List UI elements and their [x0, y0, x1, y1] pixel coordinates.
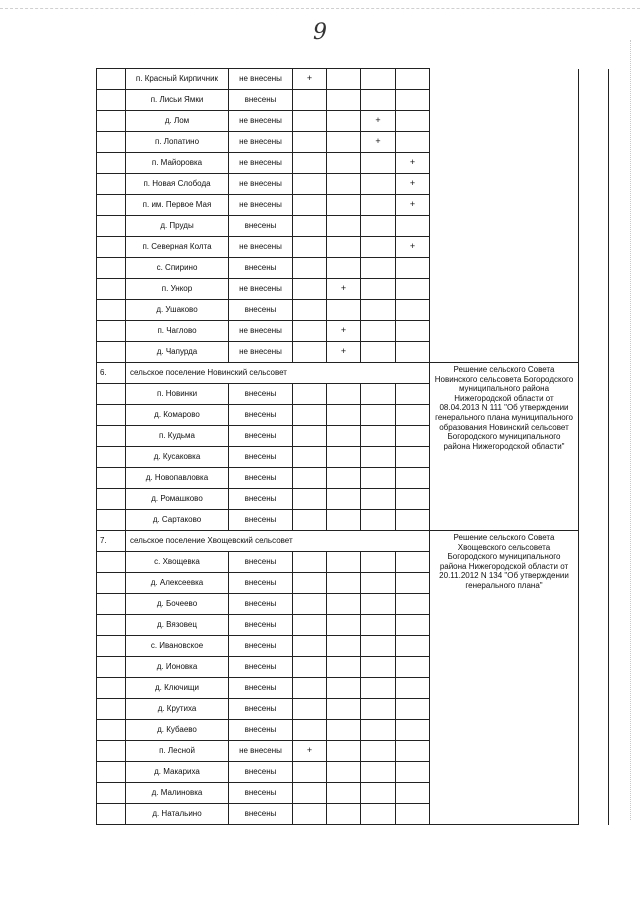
plan-status: не внесены [229, 342, 293, 363]
settlement-name: п. Лопатино [126, 132, 229, 153]
settlement-name: п. Кудьма [126, 426, 229, 447]
mark-cell [293, 111, 327, 132]
mark-cell [361, 783, 396, 804]
mark-cell [361, 426, 396, 447]
settlement-name: д. Вязовец [126, 615, 229, 636]
mark-cell [396, 552, 430, 573]
mark-cell [327, 657, 361, 678]
settlement-name: д. Кусаковка [126, 447, 229, 468]
mark-cell [396, 510, 430, 531]
section-number: 7. [97, 531, 126, 552]
row-number-cell [97, 405, 126, 426]
mark-cell [361, 594, 396, 615]
plan-status: внесены [229, 489, 293, 510]
plan-status: не внесены [229, 111, 293, 132]
row-number-cell [97, 342, 126, 363]
mark-cell [293, 489, 327, 510]
settlement-name: д. Пруды [126, 216, 229, 237]
mark-cell [396, 489, 430, 510]
row-number-cell [97, 321, 126, 342]
mark-cell: + [327, 321, 361, 342]
plan-status: внесены [229, 447, 293, 468]
settlement-name: д. Сартаково [126, 510, 229, 531]
row-number-cell [97, 174, 126, 195]
mark-cell [361, 300, 396, 321]
mark-cell [361, 762, 396, 783]
row-number-cell [97, 573, 126, 594]
mark-cell [396, 384, 430, 405]
row-number-cell [97, 195, 126, 216]
mark-cell [396, 69, 430, 90]
mark-cell [361, 405, 396, 426]
mark-cell [293, 195, 327, 216]
mark-cell [396, 342, 430, 363]
mark-cell: + [361, 111, 396, 132]
plan-status: внесены [229, 636, 293, 657]
row-number-cell [97, 510, 126, 531]
mark-cell [327, 258, 361, 279]
mark-cell [396, 405, 430, 426]
mark-cell [293, 153, 327, 174]
plan-status: внесены [229, 552, 293, 573]
mark-cell [396, 279, 430, 300]
mark-cell [327, 489, 361, 510]
plan-status: внесены [229, 258, 293, 279]
plan-status: не внесены [229, 132, 293, 153]
mark-cell [396, 720, 430, 741]
mark-cell [361, 678, 396, 699]
mark-cell [293, 174, 327, 195]
mark-cell [327, 699, 361, 720]
mark-cell: + [327, 279, 361, 300]
mark-cell [293, 279, 327, 300]
settlement-name: п. Северная Колта [126, 237, 229, 258]
mark-cell [327, 741, 361, 762]
mark-cell [327, 69, 361, 90]
settlement-name: п. Новинки [126, 384, 229, 405]
mark-cell [361, 447, 396, 468]
mark-cell [396, 762, 430, 783]
mark-cell [293, 573, 327, 594]
mark-cell [293, 615, 327, 636]
mark-cell: + [293, 741, 327, 762]
settlement-name: д. Чапурда [126, 342, 229, 363]
mark-cell [293, 321, 327, 342]
settlement-name: д. Новопавловка [126, 468, 229, 489]
plan-status: не внесены [229, 174, 293, 195]
mark-cell [327, 720, 361, 741]
row-number-cell [97, 153, 126, 174]
mark-cell [293, 783, 327, 804]
note-cell [579, 531, 609, 825]
plan-status: внесены [229, 762, 293, 783]
mark-cell [361, 69, 396, 90]
plan-status: не внесены [229, 279, 293, 300]
mark-cell [396, 573, 430, 594]
settlement-name: с. Хвощевка [126, 552, 229, 573]
row-number-cell [97, 426, 126, 447]
mark-cell [327, 594, 361, 615]
document-cell [430, 69, 579, 363]
row-number-cell [97, 678, 126, 699]
settlement-name: п. Лисьи Ямки [126, 90, 229, 111]
mark-cell [361, 195, 396, 216]
mark-cell [327, 552, 361, 573]
mark-cell [327, 216, 361, 237]
mark-cell [396, 699, 430, 720]
mark-cell: + [396, 195, 430, 216]
mark-cell [396, 783, 430, 804]
mark-cell [361, 720, 396, 741]
mark-cell [361, 741, 396, 762]
mark-cell [361, 321, 396, 342]
mark-cell [361, 657, 396, 678]
plan-status: внесены [229, 615, 293, 636]
section-name: сельское поселение Новинский сельсовет [126, 363, 430, 384]
plan-status: не внесены [229, 153, 293, 174]
mark-cell [396, 90, 430, 111]
mark-cell [293, 384, 327, 405]
section-name: сельское поселение Хвощевский сельсовет [126, 531, 430, 552]
row-number-cell [97, 594, 126, 615]
row-number-cell [97, 237, 126, 258]
section-number: 6. [97, 363, 126, 384]
mark-cell [327, 783, 361, 804]
mark-cell [327, 195, 361, 216]
plan-status: внесены [229, 573, 293, 594]
plan-status: внесены [229, 468, 293, 489]
page-top-edge [0, 8, 640, 9]
mark-cell: + [361, 132, 396, 153]
mark-cell [396, 216, 430, 237]
mark-cell [293, 426, 327, 447]
row-number-cell [97, 216, 126, 237]
page-side-edge [630, 40, 631, 820]
row-number-cell [97, 69, 126, 90]
plan-status: внесены [229, 384, 293, 405]
row-number-cell [97, 447, 126, 468]
plan-status: внесены [229, 720, 293, 741]
mark-cell [327, 468, 361, 489]
plan-status: внесены [229, 783, 293, 804]
mark-cell [327, 573, 361, 594]
mark-cell [327, 447, 361, 468]
mark-cell [293, 678, 327, 699]
plan-status: не внесены [229, 237, 293, 258]
row-number-cell [97, 489, 126, 510]
mark-cell [361, 552, 396, 573]
mark-cell [293, 594, 327, 615]
row-number-cell [97, 657, 126, 678]
mark-cell [327, 153, 361, 174]
row-number-cell [97, 552, 126, 573]
mark-cell [327, 510, 361, 531]
settlement-name: д. Ромашково [126, 489, 229, 510]
mark-cell [361, 489, 396, 510]
mark-cell [327, 615, 361, 636]
section-header-row [97, 363, 609, 384]
row-number-cell [97, 741, 126, 762]
mark-cell [327, 237, 361, 258]
plan-status: внесены [229, 405, 293, 426]
mark-cell [361, 636, 396, 657]
plan-status: внесены [229, 594, 293, 615]
mark-cell [293, 762, 327, 783]
row-number-cell [97, 783, 126, 804]
settlement-name: д. Бочеево [126, 594, 229, 615]
row-number-cell [97, 468, 126, 489]
mark-cell [327, 804, 361, 825]
mark-cell [361, 153, 396, 174]
mark-cell [293, 216, 327, 237]
mark-cell [396, 132, 430, 153]
row-number-cell [97, 615, 126, 636]
page-number: 9 [313, 20, 327, 45]
plan-status: не внесены [229, 321, 293, 342]
mark-cell [327, 426, 361, 447]
settlement-name: п. Ункор [126, 279, 229, 300]
mark-cell [293, 237, 327, 258]
approval-document: Решение сельского Совета Хвощевского сельсовета Богородского муниципального района Нижегородской области от 20.11.2012 N 134 "Об утверждении генерального плана" [430, 531, 579, 825]
mark-cell [396, 594, 430, 615]
mark-cell: + [327, 342, 361, 363]
mark-cell [361, 573, 396, 594]
mark-cell: + [396, 174, 430, 195]
plan-status: внесены [229, 657, 293, 678]
mark-cell [396, 615, 430, 636]
plan-status: внесены [229, 510, 293, 531]
mark-cell [396, 447, 430, 468]
mark-cell [327, 300, 361, 321]
settlement-name: д. Алексеевка [126, 573, 229, 594]
settlements-table [96, 68, 609, 825]
settlement-name: п. Чаглово [126, 321, 229, 342]
mark-cell [327, 384, 361, 405]
mark-cell [293, 636, 327, 657]
settlement-name: д. Малиновка [126, 783, 229, 804]
mark-cell [327, 132, 361, 153]
mark-cell [293, 258, 327, 279]
mark-cell [293, 510, 327, 531]
mark-cell [396, 321, 430, 342]
mark-cell [396, 741, 430, 762]
mark-cell [327, 678, 361, 699]
mark-cell [293, 447, 327, 468]
mark-cell [293, 342, 327, 363]
row-number-cell [97, 132, 126, 153]
plan-status: внесены [229, 90, 293, 111]
mark-cell [293, 300, 327, 321]
mark-cell: + [293, 69, 327, 90]
mark-cell [361, 615, 396, 636]
row-number-cell [97, 720, 126, 741]
plan-status: внесены [229, 699, 293, 720]
mark-cell [396, 300, 430, 321]
mark-cell [361, 510, 396, 531]
mark-cell [293, 657, 327, 678]
table-row [97, 69, 609, 90]
settlement-name: п. Майоровка [126, 153, 229, 174]
mark-cell [327, 405, 361, 426]
plan-status: внесены [229, 804, 293, 825]
row-number-cell [97, 111, 126, 132]
row-number-cell [97, 699, 126, 720]
row-number-cell [97, 300, 126, 321]
settlement-name: д. Ключищи [126, 678, 229, 699]
mark-cell [293, 804, 327, 825]
settlement-name: д. Лом [126, 111, 229, 132]
settlement-name: д. Крутиха [126, 699, 229, 720]
settlement-name: д. Комарово [126, 405, 229, 426]
settlement-name: п. им. Первое Мая [126, 195, 229, 216]
mark-cell [327, 174, 361, 195]
note-cell [579, 69, 609, 363]
settlement-name: д. Кубаево [126, 720, 229, 741]
mark-cell [361, 279, 396, 300]
mark-cell [361, 174, 396, 195]
row-number-cell [97, 90, 126, 111]
plan-status: не внесены [229, 195, 293, 216]
mark-cell [361, 384, 396, 405]
mark-cell [327, 90, 361, 111]
mark-cell [327, 636, 361, 657]
plan-status: внесены [229, 678, 293, 699]
mark-cell [361, 216, 396, 237]
settlement-name: д. Натальино [126, 804, 229, 825]
settlement-name: д. Ионовка [126, 657, 229, 678]
mark-cell [396, 111, 430, 132]
mark-cell [361, 90, 396, 111]
mark-cell [293, 405, 327, 426]
plan-status: внесены [229, 300, 293, 321]
row-number-cell [97, 804, 126, 825]
mark-cell [361, 804, 396, 825]
mark-cell [293, 468, 327, 489]
approval-document: Решение сельского Совета Новинского сельсовета Богородского муниципального района Нижегородской области от 08.04.2013 N 111 "Об утверждении генерального плана муниципального образования Новинский сельсовет Богородского муниципального района Нижегородской области" [430, 363, 579, 531]
mark-cell [293, 720, 327, 741]
mark-cell [396, 468, 430, 489]
mark-cell [293, 552, 327, 573]
settlement-name: с. Спирино [126, 258, 229, 279]
mark-cell [361, 699, 396, 720]
mark-cell [396, 258, 430, 279]
row-number-cell [97, 258, 126, 279]
mark-cell: + [396, 153, 430, 174]
mark-cell [396, 678, 430, 699]
settlement-name: д. Макариха [126, 762, 229, 783]
mark-cell [327, 111, 361, 132]
mark-cell [361, 258, 396, 279]
settlement-name: с. Ивановское [126, 636, 229, 657]
plan-status: не внесены [229, 741, 293, 762]
mark-cell [327, 762, 361, 783]
mark-cell [361, 342, 396, 363]
settlement-name: п. Лесной [126, 741, 229, 762]
settlement-name: п. Новая Слобода [126, 174, 229, 195]
plan-status: не внесены [229, 69, 293, 90]
row-number-cell [97, 762, 126, 783]
mark-cell: + [396, 237, 430, 258]
mark-cell [396, 636, 430, 657]
settlement-name: п. Красный Кирпичник [126, 69, 229, 90]
row-number-cell [97, 384, 126, 405]
plan-status: внесены [229, 216, 293, 237]
plan-status: внесены [229, 426, 293, 447]
mark-cell [396, 657, 430, 678]
mark-cell [396, 426, 430, 447]
mark-cell [361, 468, 396, 489]
mark-cell [361, 237, 396, 258]
note-cell [579, 363, 609, 531]
mark-cell [293, 90, 327, 111]
mark-cell [396, 804, 430, 825]
row-number-cell [97, 636, 126, 657]
section-header-row [97, 531, 609, 552]
mark-cell [293, 699, 327, 720]
mark-cell [293, 132, 327, 153]
row-number-cell [97, 279, 126, 300]
settlement-name: д. Ушаково [126, 300, 229, 321]
